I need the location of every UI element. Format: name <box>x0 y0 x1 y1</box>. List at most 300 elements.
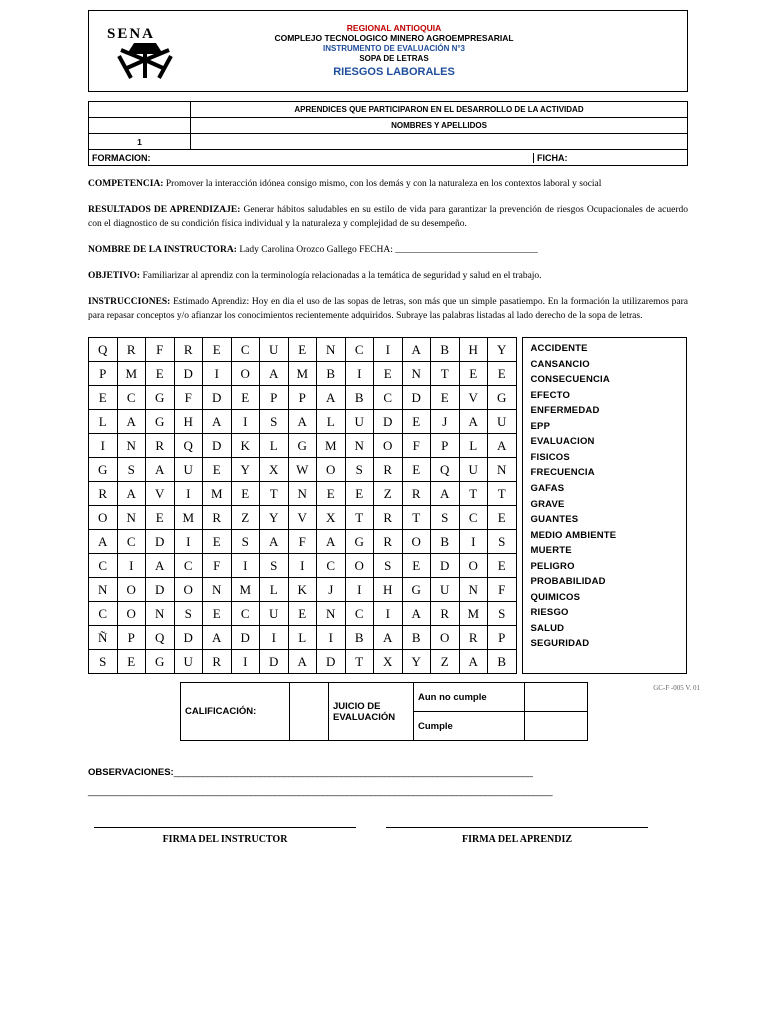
word-search-row <box>89 554 517 578</box>
word-list-item: MEDIO AMBIENTE <box>530 529 617 541</box>
word-search-cell[interactable]: U <box>260 338 289 362</box>
option-aun-no-cumple: Aun no cumple <box>414 683 525 712</box>
word-search-cell[interactable]: T <box>260 482 289 506</box>
word-search-cell[interactable]: M <box>203 482 232 506</box>
word-search-cell[interactable]: C <box>174 554 203 578</box>
word-search-cell[interactable]: B <box>345 386 374 410</box>
word-search-cell[interactable]: D <box>431 554 460 578</box>
word-search-cell[interactable]: R <box>203 506 232 530</box>
header-riesgos-laborales: RIESGOS LABORALES <box>333 65 455 78</box>
word-search-cell[interactable]: E <box>488 506 517 530</box>
word-search-cell[interactable]: C <box>345 338 374 362</box>
word-search-cell[interactable]: H <box>374 578 403 602</box>
word-search-cell[interactable]: E <box>203 530 232 554</box>
observations-line-1[interactable]: ___________________________________________________________________________ <box>173 767 533 779</box>
option-cumple: Cumple <box>414 712 525 741</box>
word-search-cell[interactable]: K <box>288 578 317 602</box>
word-search-cell[interactable]: A <box>488 434 517 458</box>
word-search-cell[interactable]: Q <box>89 338 118 362</box>
signature-aprendiz-label: FIRMA DEL APRENDIZ <box>461 834 572 846</box>
word-search-row <box>89 530 517 554</box>
word-search-cell[interactable]: C <box>89 602 118 626</box>
word-search-cell[interactable]: B <box>488 650 517 674</box>
word-search-cell[interactable]: I <box>174 530 203 554</box>
word-search-cell[interactable]: G <box>345 530 374 554</box>
word-search-cell[interactable]: Y <box>402 650 431 674</box>
word-search-cell[interactable]: I <box>231 650 260 674</box>
word-search-cell[interactable]: P <box>488 626 517 650</box>
objetivo-label: OBJETIVO: <box>88 270 141 281</box>
word-search-cell[interactable]: F <box>203 554 232 578</box>
word-search-cell[interactable]: N <box>203 578 232 602</box>
word-search-cell[interactable]: C <box>117 530 146 554</box>
word-search-cell[interactable]: B <box>317 362 346 386</box>
word-search-cell[interactable]: P <box>260 386 289 410</box>
word-search-cell[interactable]: S <box>431 506 460 530</box>
word-search-row <box>89 362 517 386</box>
word-search-cell[interactable]: Q <box>174 434 203 458</box>
resultados-paragraph <box>88 203 688 232</box>
word-search-cell[interactable]: S <box>488 602 517 626</box>
word-search-cell[interactable]: D <box>260 650 289 674</box>
word-search-cell[interactable]: E <box>402 410 431 434</box>
word-search-cell[interactable]: S <box>374 554 403 578</box>
word-search-cell[interactable]: E <box>317 482 346 506</box>
word-list-item: EVALUACION <box>530 436 595 448</box>
word-search-cell[interactable]: C <box>231 602 260 626</box>
word-search-row <box>89 338 517 362</box>
word-search-cell[interactable]: K <box>231 434 260 458</box>
word-search-cell[interactable]: C <box>117 386 146 410</box>
word-search-cell[interactable]: I <box>203 362 232 386</box>
word-search-cell[interactable]: R <box>374 506 403 530</box>
word-search-cell[interactable]: E <box>231 386 260 410</box>
word-search-cell[interactable]: A <box>203 626 232 650</box>
word-list-item: QUIMICOS <box>530 591 581 603</box>
word-list-box <box>522 337 687 674</box>
word-search-cell[interactable]: D <box>203 386 232 410</box>
signature-instructor-label: FIRMA DEL INSTRUCTOR <box>162 834 288 846</box>
word-search-row <box>89 482 517 506</box>
word-search-cell[interactable]: D <box>174 626 203 650</box>
header-regional: REGIONAL ANTIOQUIA <box>346 22 442 33</box>
word-search-row <box>89 650 517 674</box>
word-search-cell[interactable]: U <box>174 458 203 482</box>
word-search-cell[interactable]: N <box>288 482 317 506</box>
word-search-cell[interactable]: C <box>89 554 118 578</box>
word-search-cell[interactable]: X <box>317 506 346 530</box>
word-search-cell[interactable]: H <box>459 338 488 362</box>
competencia-paragraph <box>88 177 688 192</box>
competencia-text: Promover la interacción idónea consigo mismo, con los demás y con la naturaleza en los contextos laboral y social <box>163 179 602 189</box>
word-search-cell[interactable]: A <box>146 554 175 578</box>
instrucciones-text: Estimado Aprendiz: Hoy en dia el uso de las sopas de letras, son más que un simple pasatiempo. En la formación la utilizaremos para para repasar conceptos y/o afianzar los conocimientos recientemente adquiridos. Subraye las palabras listadas al lado derecho de la sopa de letras. <box>88 296 688 322</box>
word-search-cell[interactable]: F <box>288 530 317 554</box>
word-search-cell[interactable]: T <box>431 362 460 386</box>
word-search-cell[interactable]: R <box>431 602 460 626</box>
word-search-cell[interactable]: A <box>117 482 146 506</box>
word-list-item: GUANTES <box>530 514 579 526</box>
word-search-cell[interactable]: M <box>459 602 488 626</box>
word-search-cell[interactable]: I <box>317 626 346 650</box>
instrucciones-label: INSTRUCCIONES: <box>88 296 171 307</box>
word-search-cell[interactable]: R <box>117 338 146 362</box>
word-search-cell[interactable]: U <box>459 458 488 482</box>
word-search-row <box>89 434 517 458</box>
observations-line-2[interactable]: _________________________________________________________________________________________________ <box>88 786 552 798</box>
word-search-cell[interactable]: C <box>231 338 260 362</box>
word-search-cell[interactable]: N <box>89 578 118 602</box>
word-search-cell[interactable]: R <box>402 482 431 506</box>
word-list-item: PROBABILIDAD <box>530 576 606 588</box>
word-search-cell[interactable]: M <box>288 362 317 386</box>
word-search-cell[interactable]: R <box>89 482 118 506</box>
word-search-cell[interactable]: S <box>117 458 146 482</box>
word-search-cell[interactable]: C <box>459 506 488 530</box>
word-search-cell[interactable]: I <box>231 554 260 578</box>
word-search-cell[interactable]: E <box>146 506 175 530</box>
word-search-cell[interactable]: E <box>146 362 175 386</box>
word-search-cell[interactable]: J <box>431 410 460 434</box>
word-search-cell[interactable]: T <box>459 482 488 506</box>
word-search-cell[interactable]: A <box>459 410 488 434</box>
word-search-cell[interactable]: W <box>288 458 317 482</box>
word-search-cell[interactable]: E <box>402 554 431 578</box>
word-search-cell[interactable]: Y <box>488 338 517 362</box>
word-search-cell[interactable]: S <box>89 650 118 674</box>
instrucciones-paragraph <box>88 295 688 324</box>
word-search-cell[interactable]: N <box>146 602 175 626</box>
objetivo-paragraph <box>88 269 688 284</box>
formacion-label[interactable]: FORMACION: <box>89 153 534 163</box>
word-search-cell[interactable]: F <box>488 578 517 602</box>
word-search-cell[interactable]: I <box>260 626 289 650</box>
word-search-cell[interactable]: R <box>374 458 403 482</box>
word-search-cell[interactable]: A <box>260 362 289 386</box>
word-search-cell[interactable]: E <box>231 482 260 506</box>
participants-table <box>88 101 688 150</box>
word-search-cell[interactable]: E <box>203 602 232 626</box>
word-search-cell[interactable]: A <box>146 458 175 482</box>
word-search-row <box>89 410 517 434</box>
word-search-cell[interactable]: P <box>117 626 146 650</box>
word-search-cell[interactable]: Z <box>431 650 460 674</box>
word-search-cell[interactable]: G <box>146 650 175 674</box>
word-search-cell[interactable]: M <box>231 578 260 602</box>
word-search-cell[interactable]: R <box>203 650 232 674</box>
word-search-cell[interactable]: L <box>260 578 289 602</box>
word-search-row <box>89 602 517 626</box>
instructora-text: Lady Carolina Orozco Gallego FECHA: ______________________________ <box>236 245 538 256</box>
word-list-item: ACCIDENTE <box>530 343 588 355</box>
word-search-cell[interactable]: U <box>431 578 460 602</box>
signature-aprendiz-line[interactable] <box>386 827 648 829</box>
word-list-item: RIESGO <box>530 607 569 619</box>
word-search-cell[interactable]: C <box>317 554 346 578</box>
word-search-cell[interactable]: B <box>345 626 374 650</box>
word-search-cell[interactable]: E <box>402 458 431 482</box>
participants-subtitle: NOMBRES Y APELLIDOS <box>191 118 688 134</box>
word-search-cell[interactable]: S <box>174 602 203 626</box>
checkbox-cumple[interactable] <box>525 712 588 741</box>
word-search-cell[interactable]: B <box>402 626 431 650</box>
word-search-cell[interactable]: S <box>345 458 374 482</box>
word-search-cell[interactable]: D <box>146 530 175 554</box>
word-search-cell[interactable]: L <box>459 434 488 458</box>
word-search-cell[interactable]: D <box>231 626 260 650</box>
word-list-item: FISICOS <box>530 451 570 463</box>
word-search-cell[interactable]: V <box>288 506 317 530</box>
word-search-cell[interactable]: O <box>117 602 146 626</box>
word-search-cell[interactable]: N <box>459 578 488 602</box>
word-search-cell[interactable]: E <box>374 362 403 386</box>
word-search-cell[interactable]: Q <box>146 626 175 650</box>
checkbox-aun-no-cumple[interactable] <box>525 683 588 712</box>
word-search-cell[interactable]: A <box>117 410 146 434</box>
word-search-cell[interactable]: I <box>374 338 403 362</box>
word-search-cell[interactable]: A <box>374 626 403 650</box>
word-list-item: ENFERMEDAD <box>530 405 600 417</box>
word-search-cell[interactable]: D <box>374 410 403 434</box>
word-search-cell[interactable]: E <box>459 362 488 386</box>
word-list-item: GRAVE <box>530 498 565 510</box>
word-search-cell[interactable]: I <box>117 554 146 578</box>
word-search-cell[interactable]: V <box>459 386 488 410</box>
word-list-item: FRECUENCIA <box>530 467 595 479</box>
word-search-cell[interactable]: J <box>317 578 346 602</box>
word-search-cell[interactable]: O <box>89 506 118 530</box>
juicio-label: JUICIO DE EVALUACIÓN <box>329 683 414 741</box>
word-search-cell[interactable]: S <box>260 554 289 578</box>
word-search-cell[interactable]: O <box>431 626 460 650</box>
participants-empty-cell-2 <box>89 118 191 134</box>
word-search-cell[interactable]: N <box>317 338 346 362</box>
word-search-cell[interactable]: I <box>459 530 488 554</box>
resultados-text: Generar hábitos saludables en su estilo de vida para garantizar la prevención de riesgos Ocupacionales de acuerdo con el diagnostico de su condición física individual y la naturaleza y complejidad de su desempeño. <box>88 204 688 230</box>
word-search-cell[interactable]: E <box>345 482 374 506</box>
word-search-cell[interactable]: B <box>431 338 460 362</box>
word-search-cell[interactable]: M <box>174 506 203 530</box>
word-search-cell[interactable]: G <box>488 386 517 410</box>
word-search-row <box>89 458 517 482</box>
word-search-cell[interactable]: I <box>89 434 118 458</box>
word-search-cell[interactable]: D <box>174 362 203 386</box>
word-search-cell[interactable]: U <box>345 410 374 434</box>
word-search-cell[interactable]: Y <box>260 506 289 530</box>
word-search-cell[interactable]: O <box>345 554 374 578</box>
word-search-cell[interactable]: N <box>117 506 146 530</box>
word-search-cell[interactable]: E <box>288 602 317 626</box>
word-search-cell[interactable]: O <box>459 554 488 578</box>
table-row <box>181 683 588 712</box>
word-search-cell[interactable]: D <box>203 434 232 458</box>
word-search-cell[interactable]: I <box>288 554 317 578</box>
word-search-cell[interactable]: I <box>345 578 374 602</box>
word-search-cell[interactable]: E <box>488 362 517 386</box>
word-search-row <box>89 506 517 530</box>
word-search-cell[interactable]: D <box>146 578 175 602</box>
participant-name-field[interactable] <box>191 134 688 150</box>
word-search-cell[interactable]: R <box>374 530 403 554</box>
word-search-cell[interactable]: E <box>203 338 232 362</box>
word-search-cell[interactable]: P <box>288 386 317 410</box>
word-list-item: SALUD <box>530 622 565 634</box>
signature-instructor-line[interactable] <box>94 827 356 829</box>
word-search-cell[interactable]: N <box>345 434 374 458</box>
word-search-cell[interactable]: G <box>288 434 317 458</box>
header-titles <box>201 11 687 91</box>
word-search-cell[interactable]: G <box>402 578 431 602</box>
word-search-cell[interactable]: A <box>203 410 232 434</box>
word-search-cell[interactable]: O <box>117 578 146 602</box>
word-search-cell[interactable]: S <box>488 530 517 554</box>
word-search-cell[interactable]: M <box>317 434 346 458</box>
word-search-cell[interactable]: X <box>374 650 403 674</box>
word-search-cell[interactable]: O <box>231 362 260 386</box>
word-search-cell[interactable]: N <box>488 458 517 482</box>
word-search-cell[interactable]: T <box>345 506 374 530</box>
word-search-cell[interactable]: N <box>317 602 346 626</box>
word-search-cell[interactable]: A <box>288 410 317 434</box>
word-search-cell[interactable]: X <box>260 458 289 482</box>
word-search-cell[interactable]: Q <box>431 458 460 482</box>
word-search-cell[interactable]: H <box>174 410 203 434</box>
word-search-cell[interactable]: Z <box>374 482 403 506</box>
word-search-cell[interactable]: O <box>402 530 431 554</box>
word-search-cell[interactable]: L <box>89 410 118 434</box>
calificacion-value-cell[interactable] <box>290 683 329 741</box>
word-search-cell[interactable]: E <box>288 338 317 362</box>
word-search-cell[interactable]: A <box>402 338 431 362</box>
word-search-row <box>89 578 517 602</box>
word-search-cell[interactable]: P <box>89 362 118 386</box>
word-search-cell[interactable]: I <box>231 410 260 434</box>
word-search-cell[interactable]: E <box>488 554 517 578</box>
sena-logo <box>89 11 201 91</box>
word-search-cell[interactable]: B <box>431 530 460 554</box>
header-sopa-de-letras: SOPA DE LETRAS <box>359 53 429 63</box>
word-list-item: SEGURIDAD <box>530 638 590 650</box>
word-list-item: CANSANCIO <box>530 358 590 370</box>
word-search-cell[interactable]: E <box>203 458 232 482</box>
word-search-cell[interactable]: G <box>89 458 118 482</box>
table-row <box>89 134 688 150</box>
word-search-cell[interactable]: T <box>488 482 517 506</box>
sena-logo-text: SENA <box>107 26 156 42</box>
evaluation-table <box>180 682 588 741</box>
ficha-label[interactable]: FICHA: <box>537 152 568 163</box>
word-search-cell[interactable]: D <box>317 650 346 674</box>
word-search-row <box>89 386 517 410</box>
word-search-cell[interactable]: E <box>117 650 146 674</box>
observations-label: OBSERVACIONES: <box>88 767 174 779</box>
document-sheet <box>88 10 700 846</box>
header-instrumento: INSTRUMENTO DE EVALUACIÓN N°3 <box>322 43 466 53</box>
word-list <box>531 341 686 652</box>
word-search-cell[interactable]: I <box>345 362 374 386</box>
word-search-cell[interactable]: A <box>288 650 317 674</box>
word-search-cell[interactable]: U <box>174 650 203 674</box>
objetivo-text: Familiarizar al aprendiz con la terminología relacionadas a la temática de seguridad y salud en el trabajo. <box>140 270 542 281</box>
resultados-label: RESULTADOS DE APRENDIZAJE: <box>88 204 241 215</box>
word-search-cell[interactable]: T <box>345 650 374 674</box>
word-search-cell[interactable]: A <box>260 530 289 554</box>
word-search-cell[interactable]: O <box>374 434 403 458</box>
word-search-cell[interactable]: Ñ <box>89 626 118 650</box>
word-search-cell[interactable]: A <box>459 650 488 674</box>
word-search-cell[interactable]: C <box>374 386 403 410</box>
word-search-cell[interactable]: P <box>431 434 460 458</box>
word-search-cell[interactable]: Z <box>231 506 260 530</box>
word-search-cell[interactable]: A <box>402 602 431 626</box>
word-search-cell[interactable]: A <box>431 482 460 506</box>
word-search-grid[interactable] <box>88 337 517 674</box>
word-search-cell[interactable]: F <box>174 386 203 410</box>
word-search-cell[interactable]: R <box>459 626 488 650</box>
evaluation-section <box>180 682 700 741</box>
word-search-cell[interactable]: N <box>117 434 146 458</box>
observations-section <box>88 763 688 801</box>
participants-empty-cell <box>89 102 191 118</box>
word-search-cell[interactable]: O <box>174 578 203 602</box>
participants-title: APRENDICES QUE PARTICIPARON EN EL DESARROLLO DE LA ACTIVIDAD <box>191 102 688 118</box>
word-search-cell[interactable]: U <box>488 410 517 434</box>
word-search-cell[interactable]: C <box>345 602 374 626</box>
word-search-cell[interactable]: T <box>402 506 431 530</box>
word-search-cell[interactable]: L <box>317 410 346 434</box>
header-complejo: COMPLEJO TECNOLOGICO MINERO AGROEMPRESARIAL <box>274 33 514 44</box>
word-search-area <box>88 337 688 674</box>
word-search-cell[interactable]: S <box>260 410 289 434</box>
word-search-cell[interactable]: A <box>317 386 346 410</box>
word-search-cell[interactable]: G <box>146 386 175 410</box>
word-search-cell[interactable]: S <box>231 530 260 554</box>
word-search-cell[interactable]: L <box>260 434 289 458</box>
word-search-cell[interactable]: D <box>402 386 431 410</box>
participant-number: 1 <box>89 134 191 150</box>
instructora-paragraph <box>88 243 688 258</box>
word-search-cell[interactable]: L <box>288 626 317 650</box>
signatures-section <box>88 827 688 845</box>
instructora-label: NOMBRE DE LA INSTRUCTORA: <box>88 245 237 256</box>
word-search-cell[interactable]: I <box>374 602 403 626</box>
word-search-cell[interactable]: E <box>89 386 118 410</box>
word-search-cell[interactable]: G <box>146 410 175 434</box>
word-list-item: CONSECUENCIA <box>530 374 610 386</box>
formacion-ficha-row <box>88 150 688 166</box>
word-search-cell[interactable]: I <box>174 482 203 506</box>
word-search-cell[interactable]: A <box>317 530 346 554</box>
word-list-item: GAFAS <box>530 482 565 494</box>
document-code: GC-F -005 V. 01 <box>653 684 700 693</box>
word-search-cell[interactable]: U <box>260 602 289 626</box>
word-search-cell[interactable]: F <box>146 338 175 362</box>
signature-instructor-block <box>94 827 356 845</box>
signature-aprendiz-block <box>386 827 648 845</box>
word-search-cell[interactable]: R <box>174 338 203 362</box>
word-search-cell[interactable]: O <box>317 458 346 482</box>
word-search-cell[interactable]: E <box>431 386 460 410</box>
word-list-item: EPP <box>530 420 551 432</box>
word-search-cell[interactable]: V <box>146 482 175 506</box>
word-search-cell[interactable]: M <box>117 362 146 386</box>
word-search-cell[interactable]: Y <box>231 458 260 482</box>
word-search-cell[interactable]: N <box>402 362 431 386</box>
competencia-label: COMPETENCIA: <box>88 179 164 189</box>
word-search-cell[interactable]: F <box>402 434 431 458</box>
word-search-cell[interactable]: R <box>146 434 175 458</box>
word-search-cell[interactable]: A <box>89 530 118 554</box>
